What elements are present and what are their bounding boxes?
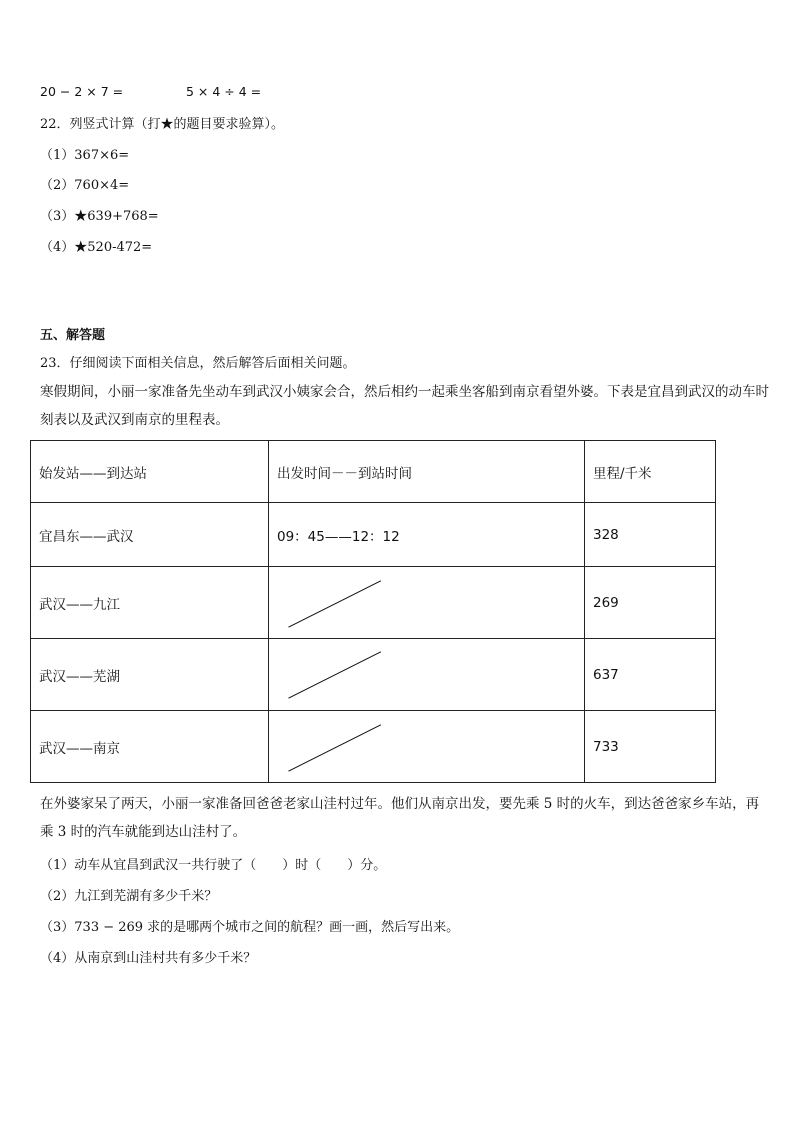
question-22-item-2: （2）760×4= — [40, 178, 130, 193]
route-cell: 武汉——九江 — [31, 567, 269, 639]
arith-expression-1: 20 − 2 × 7 = — [40, 84, 124, 99]
header-time: 出发时间－－到站时间 — [269, 441, 585, 503]
diagonal-slash — [269, 639, 584, 710]
empty-time-cell — [269, 639, 585, 711]
distance-cell: 637 — [585, 639, 716, 711]
table-row — [31, 711, 716, 783]
diagonal-slash — [269, 711, 584, 782]
question-23-sub-1: （1）动车从宜昌到武汉一共行驶了（ ）时（ ）分。 — [40, 858, 387, 873]
arith-expression-2: 5 × 4 ÷ 4 = — [186, 84, 262, 99]
table-row — [31, 639, 716, 711]
route-cell: 武汉——南京 — [31, 711, 269, 783]
distance-cell: 269 — [585, 567, 716, 639]
route-cell: 武汉——芜湖 — [31, 639, 269, 711]
diagonal-slash — [269, 567, 584, 638]
question-22-item-3: （3）★639+768= — [40, 209, 159, 224]
time-cell: 09：45——12：12 — [269, 503, 585, 567]
question-23-sub-4: （4）从南京到山洼村共有多少千米？ — [40, 951, 257, 966]
question-22-item-4: （4）★520-472= — [40, 240, 153, 255]
question-22-title: 22．列竖式计算（打★的题目要求验算）。 — [40, 117, 285, 132]
route-cell: 宜昌东——武汉 — [31, 503, 269, 567]
question-23-sub-2: （2）九江到芜湖有多少千米？ — [40, 889, 218, 904]
question-23-intro: 寒假期间，小丽一家准备先坐动车到武汉小姨家会合，然后相约一起乘坐客船到南京看望外婆。下表是宜昌到武汉的动车时刻表以及武汉到南京的里程表。 — [40, 384, 769, 428]
table-row — [31, 567, 716, 639]
table-row — [31, 503, 716, 567]
distance-cell: 328 — [585, 503, 716, 567]
distance-cell: 733 — [585, 711, 716, 783]
empty-time-cell — [269, 711, 585, 783]
section-title: 五、解答题 — [40, 328, 106, 343]
schedule-table — [30, 440, 716, 783]
header-route: 始发站——到达站 — [31, 441, 269, 503]
question-23-sub-3: （3）733 − 269 求的是哪两个城市之间的航程？画一画，然后写出来。 — [40, 920, 460, 935]
empty-time-cell — [269, 567, 585, 639]
question-23-title: 23．仔细阅读下面相关信息，然后解答后面相关问题。 — [40, 356, 356, 371]
question-22-item-1: （1）367×6= — [40, 148, 130, 163]
header-distance: 里程/千米 — [585, 441, 716, 503]
table-header-row — [31, 441, 716, 503]
question-23-scenario: 在外婆家呆了两天，小丽一家准备回爸爸老家山洼村过年。他们从南京出发，要先乘 5 时的火车，到达爸爸家乡车站，再乘 3 时的汽车就能到达山洼村了。 — [40, 796, 760, 840]
